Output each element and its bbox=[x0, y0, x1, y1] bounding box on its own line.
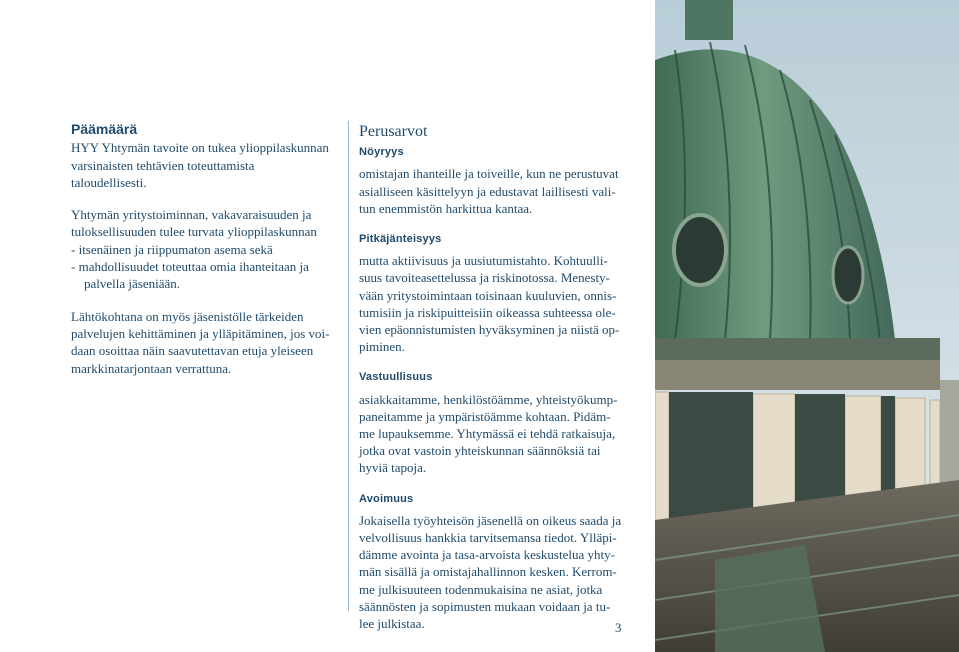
value-heading-noyryys: Nöyryys bbox=[359, 146, 404, 159]
left-column bbox=[71, 121, 333, 392]
paragraph-line: daan osoittaa näin saavutettavan etuja yleiseen bbox=[71, 343, 314, 359]
value-heading-pitkajanteisyys: Pitkäjänteisyys bbox=[359, 233, 442, 246]
text-line: dämme avointa ja tasa-arvoista keskustelua yhty- bbox=[359, 547, 615, 563]
text-line: vään yritystoimintaan toisinaan kuuluvien, onnis- bbox=[359, 287, 617, 303]
text-line: paneitamme ja ympäristöämme kohtaan. Pidäm- bbox=[359, 408, 611, 424]
list-item: - mahdollisuudet toteuttaa omia ihanteitaan ja palvella jäseniään. bbox=[71, 259, 309, 292]
value-text-noyryys bbox=[359, 165, 629, 217]
text-line: tumisiin ja riskipuitteisiin oikeassa suhteessa ole- bbox=[359, 304, 616, 320]
section-heading-perusarvot: Perusarvot bbox=[359, 123, 428, 140]
value-text-vastuullisuus bbox=[359, 391, 629, 477]
starting-point-paragraph bbox=[71, 308, 333, 377]
text-line: velvollisuus hankkia tarvitsemansa tiedot. Ylläpi- bbox=[359, 530, 617, 546]
text-line: Jokaisella työyhteisön jäsenellä on oikeus saada ja bbox=[359, 512, 622, 528]
value-text-avoimuus bbox=[359, 512, 629, 632]
text-line: mutta aktiivisuus ja uusiutumistahto. Kohtuulli- bbox=[359, 253, 608, 269]
text-line: me julkisuuteen todenmukaisina ne asiat, jotka bbox=[359, 581, 603, 597]
page-number: 3 bbox=[615, 620, 622, 635]
text-line: piminen. bbox=[359, 339, 405, 355]
text-line: jotka ovat vastoin yhteiskunnan säännöksiä tai bbox=[359, 443, 601, 459]
goal-paragraph bbox=[71, 206, 333, 292]
text-line: asiakkaitamme, henkilöstöämme, yhteistyökump- bbox=[359, 391, 618, 407]
paragraph-line: palvelujen kehittäminen ja ylläpitäminen, jos voi- bbox=[71, 325, 330, 341]
text-line: män sisällä ja omistajahallinnon kesken. Kerrom- bbox=[359, 564, 617, 580]
text-line: suus tavoiteasettelussa ja riskinotossa. Menesty- bbox=[359, 270, 610, 286]
list-item: - itsenäinen ja riippumaton asema sekä bbox=[71, 241, 273, 257]
section-heading-paamaara: Päämäärä bbox=[71, 121, 138, 137]
value-heading-avoimuus: Avoimuus bbox=[359, 492, 414, 505]
text-line: säännösten ja sopimusten mukaan voidaan ja tu- bbox=[359, 598, 611, 614]
value-text-pitkajanteisyys bbox=[359, 252, 629, 355]
text-line: vien epäonnistumisten hyväksyminen ja niistä op- bbox=[359, 322, 620, 338]
goal-line: tuloksellisuuden tulee turvata ylioppilaskunnan bbox=[71, 224, 317, 240]
paragraph-line: markkinatarjontaan verrattuna. bbox=[71, 360, 232, 376]
text-line: lee julkistaa. bbox=[359, 616, 425, 632]
value-heading-vastuullisuus: Vastuullisuus bbox=[359, 371, 433, 384]
intro-line: varsinaisten tehtävien toteuttamista taloudellisesti. bbox=[71, 157, 255, 190]
goal-line: Yhtymän yritystoiminnan, vakavaraisuuden ja bbox=[71, 207, 312, 223]
text-line: asialliseen käsittelyyn ja edustavat laillisesti vali- bbox=[359, 183, 616, 199]
text-line: me lupauksemme. Yhtymässä ei tehdä ratkaisuja, bbox=[359, 426, 616, 442]
dome-photo bbox=[655, 0, 959, 652]
text-line: omistajan ihanteille ja toiveille, kun ne perustuvat bbox=[359, 166, 619, 182]
text-line: tun enemmistön harkittua kantaa. bbox=[359, 200, 533, 216]
right-column bbox=[348, 121, 629, 632]
intro-line: HYY Yhtymän tavoite on tukea ylioppilaskunnan bbox=[71, 140, 329, 156]
paragraph-line: Lähtökohtana on myös jäsenistölle tärkeiden bbox=[71, 308, 304, 324]
intro-paragraph bbox=[71, 139, 333, 191]
text-line: hyviä tapoja. bbox=[359, 460, 427, 476]
